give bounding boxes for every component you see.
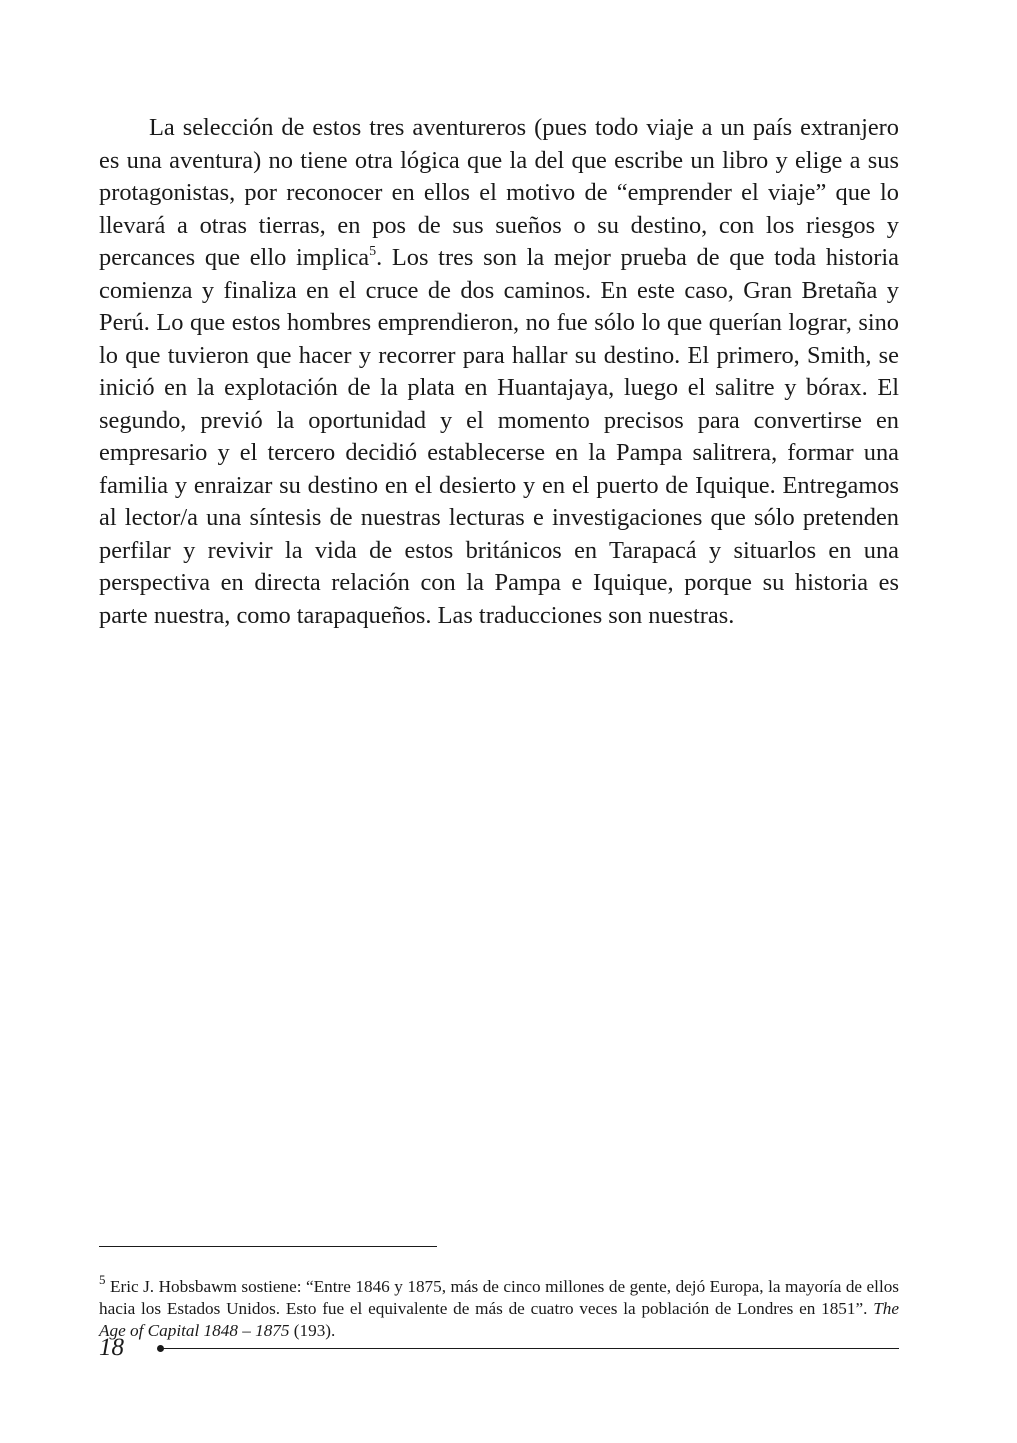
paragraph-text-after-note: . Los tres son la mejor prueba de que toda historia comienza y finaliza en el cruce de dos caminos. En este caso, Gran Bretaña y Perú. Lo que estos hombres emprendieron, no fue sólo lo que querían lograr, sino lo que tuvieron que hacer y recorrer para hallar su destino. El primero, Smith, se inició en la explotación de la plata en Huantajaya, luego el salitre y bórax. El segundo, previó la oportunidad y el momento precisos para convertirse en empresario y el tercero decidió establecerse en la Pampa salitrera, formar una familia y enraizar su destino en el desierto y en el puerto de Iquique. Entregamos al lector/a una síntesis de nuestras lecturas e investigaciones que sólo pretenden perfilar y revivir la vida de estos británicos en Tarapacá y situarlos en una perspectiva en directa relación con la Pampa e Iquique, porque su historia es parte nuestra, como tarapaqueños. Las traducciones son nuestras. <box>99 244 899 629</box>
footnote-cited-title: The Age of Capital 1848 – 1875 <box>99 1299 899 1340</box>
footnote-separator <box>99 1246 437 1247</box>
footnote-citation-tail: (193). <box>289 1321 336 1340</box>
footnote-text: Eric J. Hobsbawm sostiene: “Entre 1846 y 1875, más de cinco millones de gente, dejó Europa, la mayoría de ellos hacia los Estados Unidos. Esto fue el equivalente de más de cuatro veces la población de Londres en 1851”. <box>99 1277 899 1318</box>
footnote-reference: 5 <box>369 243 377 259</box>
page-footer <box>99 1330 899 1366</box>
body-text <box>99 112 899 632</box>
paragraph-text-before-note: La selección de estos tres aventureros (pues todo viaje a un país extranjero es una aventura) no tiene otra lógica que la del que escribe un libro y elige a sus protagonistas, por reconocer en ellos el motivo de “emprender el viaje” que lo llevará a otras tierras, en pos de sus sueños o su destino, con los riesgos y percances que ello implica <box>99 114 899 271</box>
page-number: 18 <box>99 1334 124 1361</box>
body-paragraph <box>99 112 899 632</box>
footnote-number: 5 <box>99 1272 106 1288</box>
footer-rule <box>163 1348 899 1349</box>
